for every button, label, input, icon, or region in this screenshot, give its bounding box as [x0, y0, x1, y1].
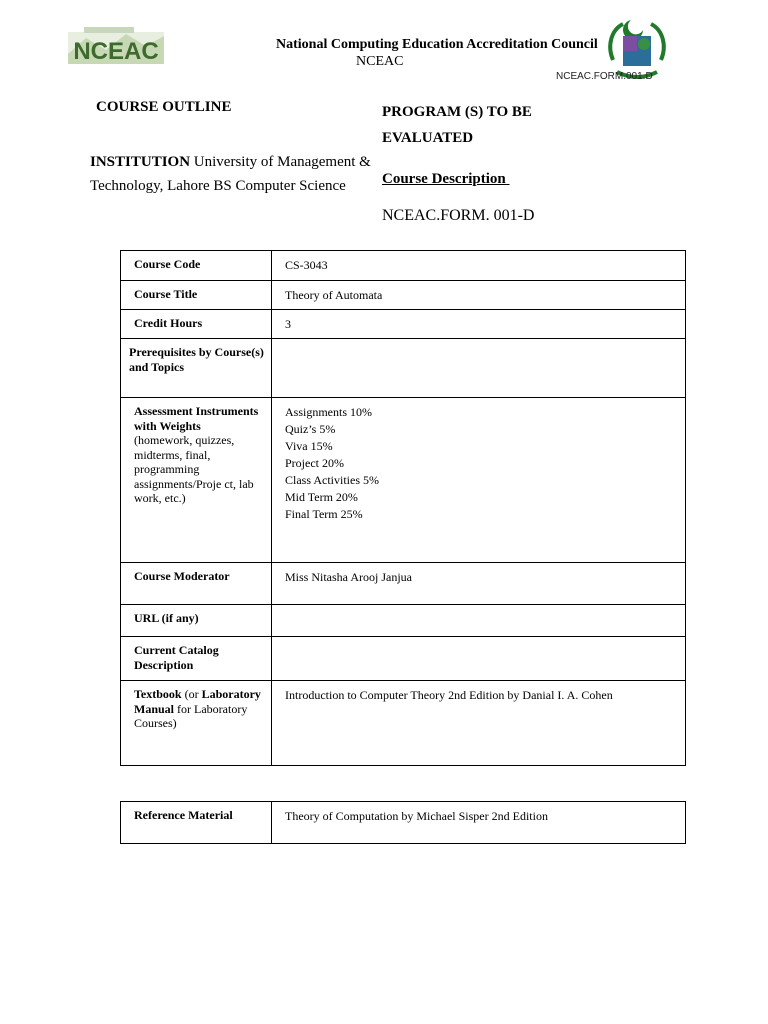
- assessment-item: Viva 15%: [285, 439, 333, 453]
- credit-hours-value: 3: [272, 310, 686, 339]
- course-title-label: Course Title: [121, 281, 272, 310]
- prerequisites-value: [272, 339, 686, 398]
- table-row: [121, 310, 686, 339]
- council-title: National Computing Education Accreditation Council: [276, 37, 598, 52]
- course-info-table: [120, 250, 686, 766]
- reference-material-label: Reference Material: [121, 802, 272, 844]
- url-label: URL (if any): [121, 605, 272, 637]
- table-row: [121, 681, 686, 766]
- course-moderator-label: Course Moderator: [121, 563, 272, 605]
- table-row: [121, 398, 686, 563]
- course-title-value: Theory of Automata: [272, 281, 686, 310]
- program-heading: PROGRAM (S) TO BE EVALUATED: [382, 104, 532, 146]
- assessment-item: Mid Term 20%: [285, 490, 358, 504]
- course-moderator-value: Miss Nitasha Arooj Janjua: [272, 563, 686, 605]
- table-row: [121, 802, 686, 844]
- form-number: NCEAC.FORM. 001-D: [382, 207, 535, 224]
- textbook-label: [121, 681, 272, 766]
- assessment-label-bold: Assessment Instruments with Weights: [134, 404, 259, 433]
- council-abbreviation: NCEAC: [356, 54, 404, 69]
- assessment-item: Project 20%: [285, 456, 344, 470]
- assessment-item: Final Term 25%: [285, 507, 363, 521]
- textbook-value: Introduction to Computer Theory 2nd Edition by Danial I. A. Cohen: [272, 681, 686, 766]
- reference-table: [120, 801, 686, 844]
- textbook-label-part: for Laboratory Courses): [134, 701, 248, 730]
- form-tag: NCEAC.FORM.001.D: [556, 71, 653, 82]
- reference-material-value: Theory of Computation by Michael Sisper 2nd Edition: [272, 802, 686, 844]
- table-row: [121, 637, 686, 681]
- catalog-value: [272, 637, 686, 681]
- textbook-label-part: (or: [181, 687, 202, 701]
- textbook-label-part: Textbook: [134, 687, 182, 701]
- institution-label: INSTITUTION: [90, 154, 191, 170]
- nceac-logo: [66, 24, 166, 70]
- course-code-value: CS-3043: [272, 251, 686, 281]
- url-value: [272, 605, 686, 637]
- assessment-item: Quiz’s 5%: [285, 422, 336, 436]
- table-row: [121, 563, 686, 605]
- assessment-label-note: (homework, quizzes, midterms, final, programming assignments/Proje ct, lab work, etc.): [134, 433, 254, 505]
- catalog-label: Current Catalog Description: [121, 637, 272, 681]
- textbook-label-part: Laboratory Manual: [134, 687, 261, 716]
- table-row: [121, 251, 686, 281]
- credit-hours-label: Credit Hours: [121, 310, 272, 339]
- assessment-item: Class Activities 5%: [285, 473, 379, 487]
- prerequisites-label: Prerequisites by Course(s) and Topics: [121, 339, 272, 398]
- institution-value: University of Management & Technology, Lahore BS Computer Science: [90, 154, 371, 194]
- svg-text:NCEAC: NCEAC: [73, 38, 159, 65]
- course-code-label: Course Code: [121, 251, 272, 281]
- course-outline-heading: COURSE OUTLINE: [96, 99, 232, 115]
- assessment-values: [272, 398, 686, 563]
- assessment-label: [121, 398, 272, 563]
- assessment-item: Assignments 10%: [285, 405, 372, 419]
- course-description-heading: Course Description: [382, 171, 510, 187]
- table-row: [121, 605, 686, 637]
- table-row: [121, 339, 686, 398]
- institution: [90, 150, 390, 198]
- table-row: [121, 281, 686, 310]
